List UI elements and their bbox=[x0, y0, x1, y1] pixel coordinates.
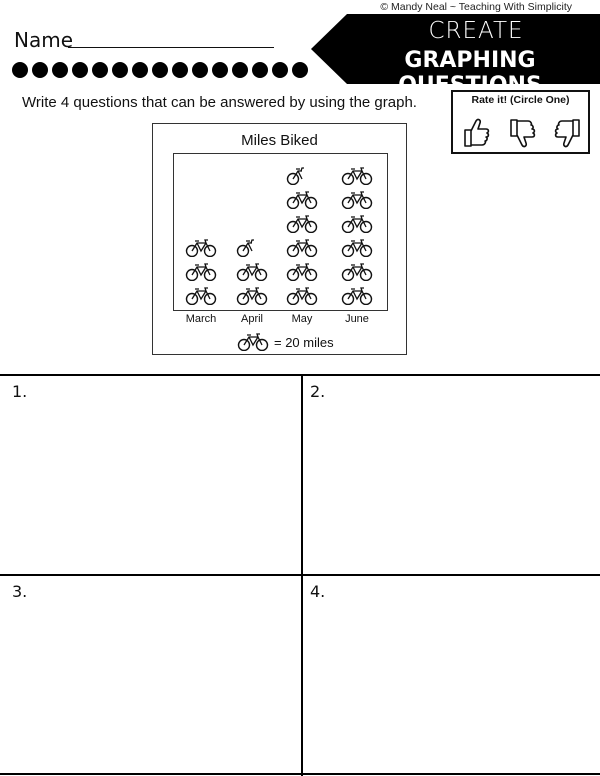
bike-icon bbox=[340, 191, 374, 209]
divider-dot bbox=[172, 62, 188, 78]
divider-dot bbox=[212, 62, 228, 78]
thumbs-down-icon[interactable] bbox=[507, 116, 537, 150]
half-bike-icon bbox=[235, 239, 269, 257]
thumbs-up-icon[interactable] bbox=[461, 116, 491, 150]
divider-dot bbox=[252, 62, 268, 78]
divider-dot bbox=[152, 62, 168, 78]
answer-grid-top-line bbox=[0, 374, 600, 376]
thumbs-down-icon[interactable] bbox=[553, 116, 583, 150]
month-label: June bbox=[345, 313, 369, 325]
bike-icon bbox=[235, 287, 269, 305]
divider-dot bbox=[32, 62, 48, 78]
answer-box-1-number[interactable]: 1. bbox=[12, 382, 28, 401]
banner-title-top: CREATE bbox=[428, 18, 524, 44]
answer-grid-bottom-line bbox=[0, 773, 600, 775]
divider-dot bbox=[52, 62, 68, 78]
bike-icon bbox=[285, 191, 319, 209]
bike-icon bbox=[236, 333, 270, 351]
bike-icon bbox=[184, 263, 218, 281]
divider-dot bbox=[112, 62, 128, 78]
divider-dot bbox=[192, 62, 208, 78]
instructions: Write 4 questions that can be answered by using the graph. bbox=[22, 94, 417, 111]
bike-icon bbox=[184, 287, 218, 305]
bike-icon bbox=[235, 263, 269, 281]
copyright: © Mandy Neal ~ Teaching With Simplicity bbox=[380, 1, 572, 13]
bike-icon bbox=[340, 263, 374, 281]
key-text: = 20 miles bbox=[274, 334, 334, 350]
bike-icon bbox=[285, 287, 319, 305]
dot-divider bbox=[12, 62, 308, 78]
half-bike-icon bbox=[285, 167, 319, 185]
bike-icon bbox=[285, 215, 319, 233]
month-label: May bbox=[291, 313, 313, 325]
chart-key bbox=[236, 333, 334, 351]
bike-icon bbox=[340, 239, 374, 257]
answer-box-4-number[interactable]: 4. bbox=[310, 582, 326, 601]
rating-label: Rate it! (Circle One) bbox=[471, 94, 570, 106]
answer-grid-middle-line bbox=[0, 574, 600, 576]
rating-options bbox=[461, 116, 583, 150]
answer-box-2-number[interactable]: 2. bbox=[310, 382, 326, 401]
answer-box-3-number[interactable]: 3. bbox=[12, 582, 28, 601]
banner-title-bottom: GRAPHING QUESTIONS bbox=[398, 48, 542, 98]
divider-dot bbox=[12, 62, 28, 78]
bike-icon bbox=[285, 263, 319, 281]
name-line[interactable] bbox=[68, 47, 274, 48]
chart-title: Miles Biked bbox=[241, 132, 318, 149]
divider-dot bbox=[92, 62, 108, 78]
bike-icon bbox=[340, 167, 374, 185]
bike-icon bbox=[184, 239, 218, 257]
divider-dot bbox=[272, 62, 288, 78]
divider-dot bbox=[72, 62, 88, 78]
bike-icon bbox=[285, 239, 319, 257]
divider-dot bbox=[132, 62, 148, 78]
answer-grid-divider bbox=[301, 374, 303, 776]
bike-icon bbox=[340, 215, 374, 233]
name-label: Name bbox=[14, 28, 74, 52]
month-label: March bbox=[185, 313, 217, 325]
rating-box bbox=[451, 90, 590, 154]
divider-dot bbox=[292, 62, 308, 78]
month-label: April bbox=[240, 313, 263, 325]
divider-dot bbox=[232, 62, 248, 78]
bike-icon bbox=[340, 287, 374, 305]
